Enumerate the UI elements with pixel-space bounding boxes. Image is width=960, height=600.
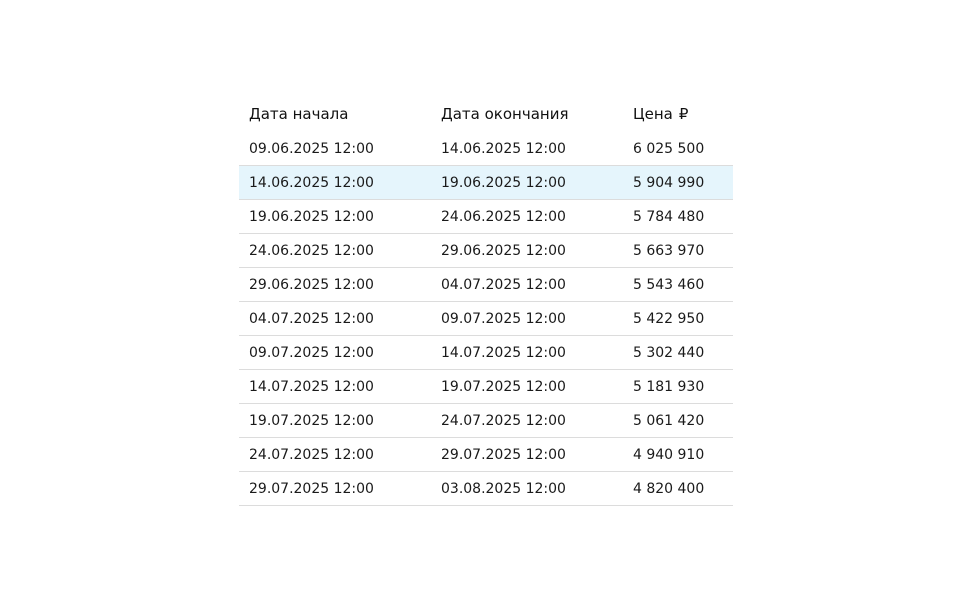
cell-start-date: 29.06.2025 12:00 (249, 276, 374, 293)
cell-end-date: 29.06.2025 12:00 (441, 242, 566, 259)
cell-start-date: 04.07.2025 12:00 (249, 310, 374, 327)
cell-start-date: 29.07.2025 12:00 (249, 480, 374, 497)
cell-end-date: 14.06.2025 12:00 (441, 140, 566, 157)
ruble-currency-icon: ₽ (678, 105, 689, 123)
cell-start-date: 19.06.2025 12:00 (249, 208, 374, 225)
cell-end-date: 19.06.2025 12:00 (441, 174, 566, 191)
cell-start-date: 14.07.2025 12:00 (249, 378, 374, 395)
cell-start-date: 09.07.2025 12:00 (249, 344, 374, 361)
cell-end-date: 19.07.2025 12:00 (441, 378, 566, 395)
cell-price: 5 663 970 (633, 242, 705, 259)
header-end-date[interactable]: Дата окончания (441, 105, 569, 123)
cell-start-date: 24.07.2025 12:00 (249, 446, 374, 463)
price-schedule-table (239, 96, 733, 506)
cell-end-date: 24.07.2025 12:00 (441, 412, 566, 429)
table-row[interactable] (239, 472, 733, 506)
cell-price: 5 181 930 (633, 378, 705, 395)
cell-price: 5 422 950 (633, 310, 705, 327)
cell-end-date: 24.06.2025 12:00 (441, 208, 566, 225)
cell-start-date: 24.06.2025 12:00 (249, 242, 374, 259)
table-row[interactable] (239, 234, 733, 268)
cell-price: 4 940 910 (633, 446, 705, 463)
table-row[interactable] (239, 132, 733, 166)
cell-start-date: 09.06.2025 12:00 (249, 140, 374, 157)
cell-end-date: 29.07.2025 12:00 (441, 446, 566, 463)
table-row[interactable] (239, 268, 733, 302)
cell-price: 5 784 480 (633, 208, 705, 225)
table-row[interactable] (239, 438, 733, 472)
cell-price: 5 543 460 (633, 276, 705, 293)
cell-end-date: 14.07.2025 12:00 (441, 344, 566, 361)
table-row[interactable] (239, 336, 733, 370)
table-header (239, 96, 733, 132)
cell-price: 5 061 420 (633, 412, 705, 429)
cell-price: 5 904 990 (633, 174, 705, 191)
cell-price: 6 025 500 (633, 140, 705, 157)
cell-start-date: 14.06.2025 12:00 (249, 174, 374, 191)
table-row[interactable] (239, 404, 733, 438)
table-row[interactable] (239, 370, 733, 404)
table-row[interactable] (239, 200, 733, 234)
header-price-label: Цена (633, 105, 673, 123)
header-price[interactable] (623, 105, 733, 123)
cell-price: 5 302 440 (633, 344, 705, 361)
cell-end-date: 03.08.2025 12:00 (441, 480, 566, 497)
cell-end-date: 04.07.2025 12:00 (441, 276, 566, 293)
cell-end-date: 09.07.2025 12:00 (441, 310, 566, 327)
table-row[interactable] (239, 302, 733, 336)
cell-price: 4 820 400 (633, 480, 705, 497)
header-start-date[interactable]: Дата начала (249, 105, 349, 123)
table-row-highlighted[interactable] (239, 166, 733, 200)
cell-start-date: 19.07.2025 12:00 (249, 412, 374, 429)
